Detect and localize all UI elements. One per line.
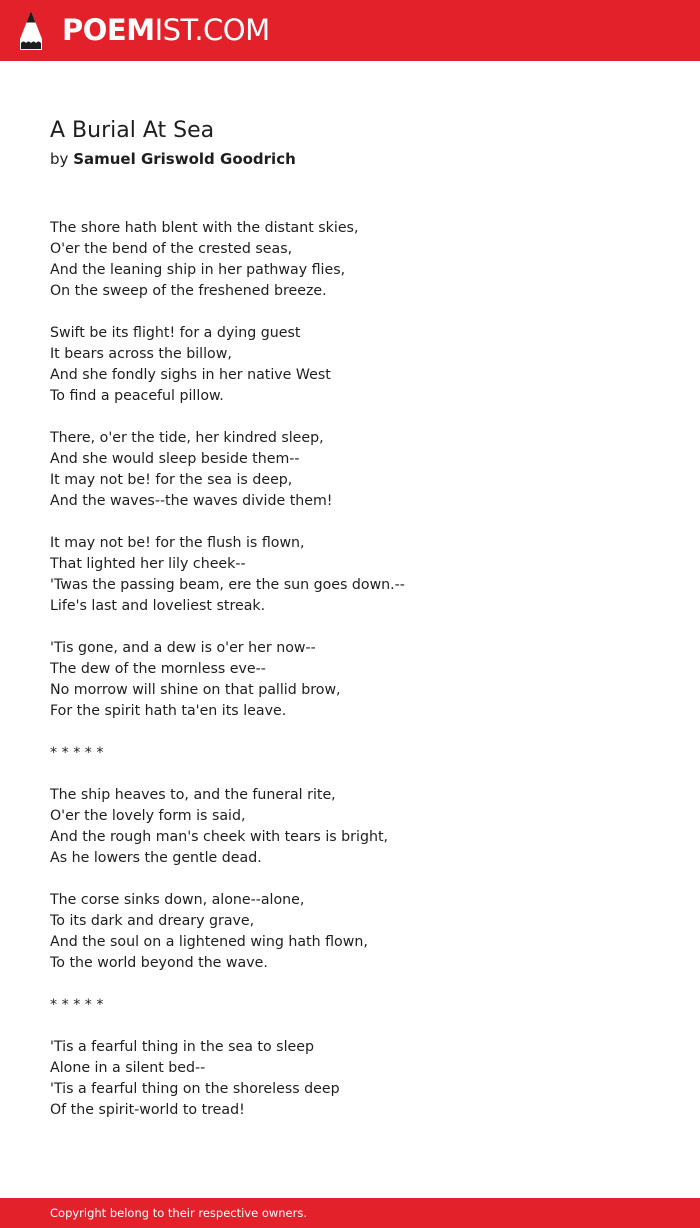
copyright-text: Copyright belong to their respective owners. bbox=[50, 1206, 308, 1220]
poem-line: 'Twas the passing beam, ere the sun goes down.-- bbox=[50, 577, 405, 593]
poem-line: And the rough man's cheek with tears is bright, bbox=[50, 829, 389, 845]
poem-line: The dew of the mornless eve-- bbox=[50, 661, 266, 677]
poem-line: To find a peaceful pillow. bbox=[50, 388, 224, 404]
poem-line: Alone in a silent bed-- bbox=[50, 1060, 206, 1076]
poem-line: And the leaning ship in her pathway flies, bbox=[50, 262, 346, 278]
poem-line: On the sweep of the freshened breeze. bbox=[50, 283, 327, 299]
poem-title: A Burial At Sea bbox=[50, 118, 215, 143]
poem-line: As he lowers the gentle dead. bbox=[50, 850, 262, 866]
poem-line: There, o'er the tide, her kindred sleep, bbox=[50, 430, 324, 446]
poem-line: 'Tis a fearful thing in the sea to sleep bbox=[50, 1039, 314, 1055]
poem-line: Swift be its flight! for a dying guest bbox=[50, 325, 301, 341]
stanza-gap bbox=[50, 512, 670, 533]
poem-line: It may not be! for the sea is deep, bbox=[50, 472, 293, 488]
stanza bbox=[50, 890, 670, 974]
stanza-gap bbox=[50, 1016, 670, 1037]
stanza-gap bbox=[50, 302, 670, 323]
site-header bbox=[0, 0, 700, 61]
poem-line: And she fondly sighs in her native West bbox=[50, 367, 331, 383]
poem-line: O'er the lovely form is said, bbox=[50, 808, 246, 824]
stanza bbox=[50, 1037, 670, 1121]
poem-line: It bears across the billow, bbox=[50, 346, 232, 362]
stanza-gap bbox=[50, 407, 670, 428]
logo-text-bold: POEM bbox=[62, 13, 155, 47]
stanza bbox=[50, 638, 670, 722]
stanza-gap bbox=[50, 974, 670, 995]
author-name: Samuel Griswold Goodrich bbox=[73, 150, 296, 168]
stanza-gap bbox=[50, 722, 670, 743]
poem-line: The shore hath blent with the distant skies, bbox=[50, 220, 359, 236]
poem-line: 'Tis gone, and a dew is o'er her now-- bbox=[50, 640, 316, 656]
poem-line: 'Tis a fearful thing on the shoreless deep bbox=[50, 1081, 340, 1097]
stanza bbox=[50, 785, 670, 869]
poem-line: O'er the bend of the crested seas, bbox=[50, 241, 293, 257]
site-footer bbox=[0, 1198, 700, 1228]
poem-line: The corse sinks down, alone--alone, bbox=[50, 892, 305, 908]
poem-line: And the soul on a lightened wing hath flown, bbox=[50, 934, 368, 950]
poem-line: That lighted her lily cheek-- bbox=[50, 556, 246, 572]
site-logo[interactable] bbox=[62, 12, 270, 48]
stanza bbox=[50, 323, 670, 407]
pencil-tip-icon[interactable] bbox=[18, 10, 44, 52]
stanza bbox=[50, 995, 670, 1016]
stanza-gap bbox=[50, 617, 670, 638]
poem-line: To the world beyond the wave. bbox=[50, 955, 268, 971]
poem-line: To its dark and dreary grave, bbox=[50, 913, 255, 929]
stanza-gap bbox=[50, 869, 670, 890]
poem-line: It may not be! for the flush is flown, bbox=[50, 535, 305, 551]
poem-line: For the spirit hath ta'en its leave. bbox=[50, 703, 287, 719]
logo-text-light: IST.COM bbox=[154, 13, 270, 47]
stanza bbox=[50, 218, 670, 302]
stanza bbox=[50, 533, 670, 617]
poem-line: No morrow will shine on that pallid brow, bbox=[50, 682, 341, 698]
stanza-gap bbox=[50, 764, 670, 785]
by-label: by bbox=[50, 150, 69, 168]
poem-line: * * * * * bbox=[50, 745, 104, 761]
poem-line: And she would sleep beside them-- bbox=[50, 451, 300, 467]
poem-line: Of the spirit-world to tread! bbox=[50, 1102, 245, 1118]
stanza bbox=[50, 743, 670, 764]
stanza bbox=[50, 428, 670, 512]
poem-line: * * * * * bbox=[50, 997, 104, 1013]
poem-body bbox=[50, 218, 670, 1121]
poem-line: Life's last and loveliest streak. bbox=[50, 598, 266, 614]
poem-line: The ship heaves to, and the funeral rite, bbox=[50, 787, 336, 803]
poem-byline bbox=[50, 148, 296, 170]
poem-line: And the waves--the waves divide them! bbox=[50, 493, 333, 509]
